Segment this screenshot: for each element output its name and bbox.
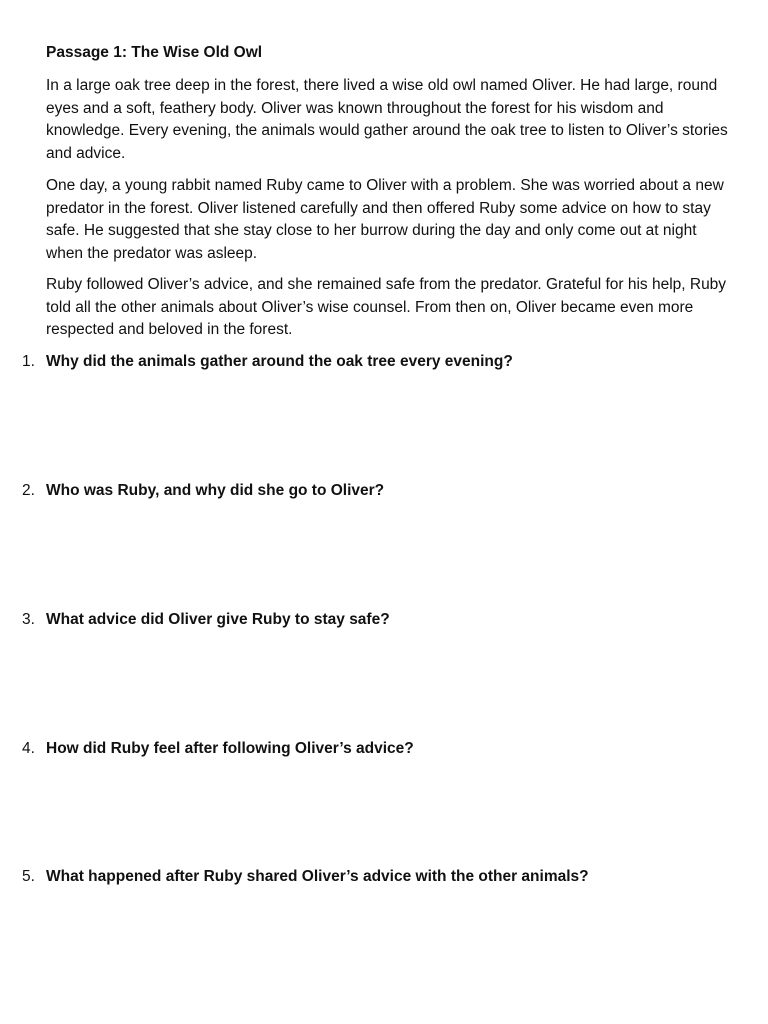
question-item: [0, 866, 768, 888]
passage-paragraph: Ruby followed Oliver’s advice, and she remained safe from the predator. Grateful for his help, Ruby told all the other animals about Oliver’s wise counsel. From then on, Oliver became even more respected and beloved in the forest.: [46, 276, 727, 338]
question-number: 3.: [22, 611, 35, 628]
question-text: What advice did Oliver give Ruby to stay safe?: [46, 611, 390, 628]
passage-paragraph: In a large oak tree deep in the forest, there lived a wise old owl named Oliver. He had large, round eyes and a soft, feathery body. Oliver was known throughout the forest for his wisdom and knowledge. Every evening, the animals would gather around the oak tree to listen to Oliver’s stories and advice.: [46, 77, 728, 162]
question-item: [0, 738, 768, 760]
question-number: 4.: [22, 740, 35, 757]
question-text: Why did the animals gather around the oak tree every evening?: [46, 353, 513, 370]
question-number: 2.: [22, 482, 35, 499]
question-number: 5.: [22, 868, 35, 885]
question-text: Who was Ruby, and why did she go to Oliver?: [46, 482, 385, 499]
question-item: [0, 609, 768, 631]
question-text: What happened after Ruby shared Oliver’s advice with the other animals?: [46, 868, 589, 885]
passage-title: Passage 1: The Wise Old Owl: [46, 44, 263, 61]
question-item: [0, 480, 768, 502]
question-item: [0, 351, 768, 373]
question-text: How did Ruby feel after following Oliver’s advice?: [46, 740, 414, 757]
passage-paragraph: One day, a young rabbit named Ruby came to Oliver with a problem. She was worried about a new predator in the forest. Oliver listened carefully and then offered Ruby some advice on how to stay safe. He suggested that she stay close to her burrow during the day and only come out at night when the predator was asleep.: [46, 177, 724, 262]
question-number: 1.: [22, 353, 35, 370]
